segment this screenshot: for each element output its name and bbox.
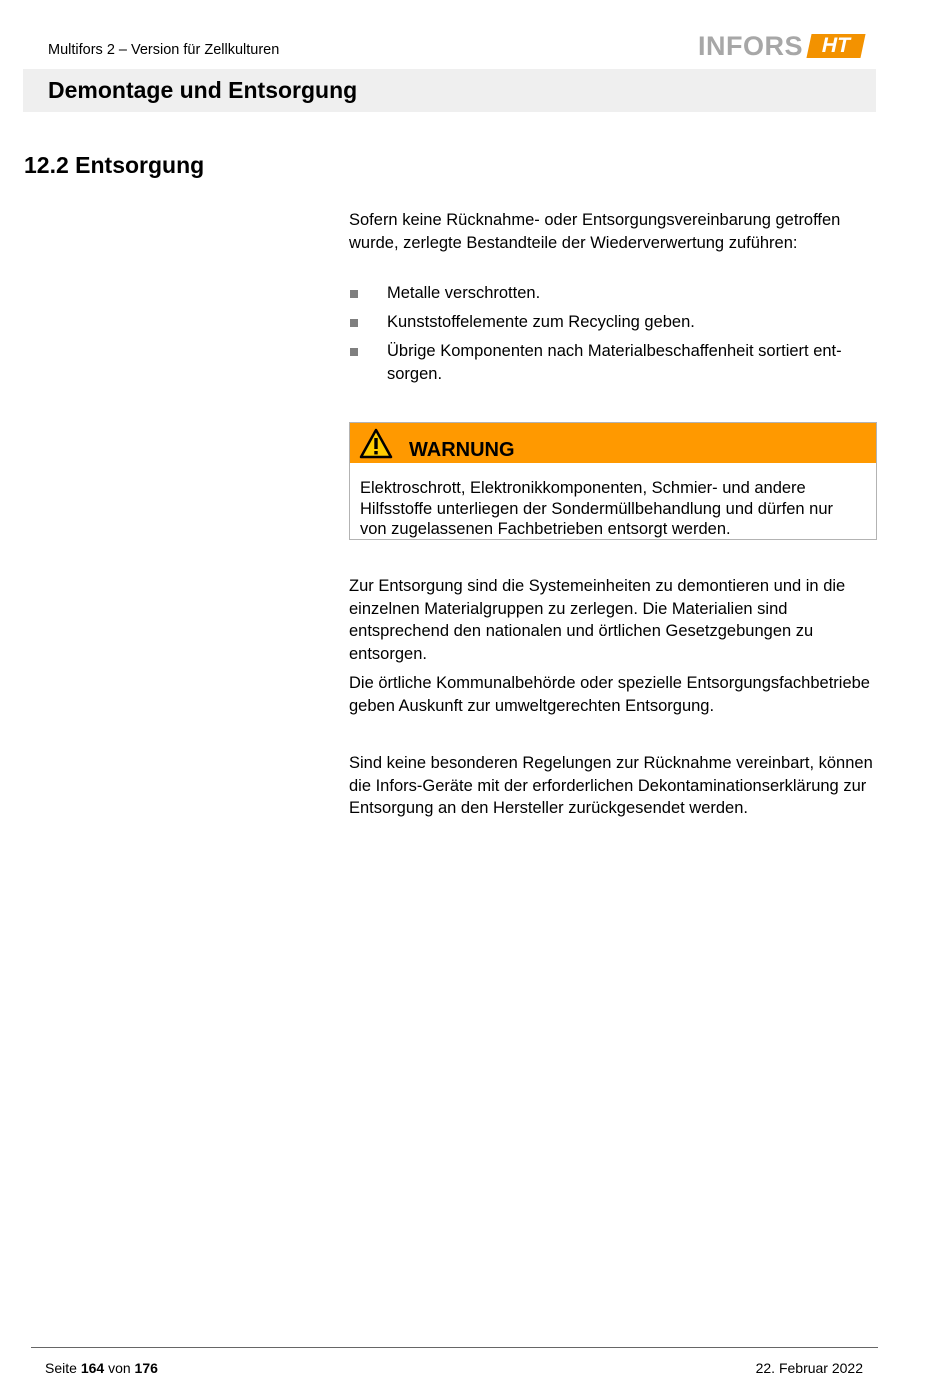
infors-ht-logo bbox=[698, 31, 863, 61]
page-total: 176 bbox=[134, 1360, 158, 1376]
square-bullet-icon bbox=[350, 319, 358, 327]
page-current: 164 bbox=[80, 1360, 105, 1376]
list-item bbox=[349, 282, 876, 305]
logo-text: INFORS bbox=[698, 30, 804, 61]
disposal-paragraph: Zur Entsorgung sind die Systemeinheiten zu demontieren und in die einzelnen Materialgruppen zu zerlegen. Die Materialien sind entsprechend den nationalen und örtlichen Gesetzgebungen zu entsorgen. bbox=[349, 577, 846, 663]
list-item-text: Kunststoffelemente zum Recycling geben. bbox=[387, 313, 695, 331]
page-separator: von bbox=[108, 1360, 131, 1376]
square-bullet-icon bbox=[350, 290, 358, 298]
list-item-text: Übrige Komponenten nach Materialbeschaffenheit sortiert entsorgen. bbox=[387, 342, 842, 383]
footer-rule bbox=[31, 1347, 878, 1348]
authority-paragraph: Die örtliche Kommunalbehörde oder spezielle Entsorgungsfachbetriebe geben Auskunft zur umweltgerechten Entsorgung. bbox=[349, 674, 870, 715]
chapter-title: Demontage und Entsorgung bbox=[48, 77, 358, 103]
list-item bbox=[349, 311, 876, 334]
list-item-text: Metalle verschrotten. bbox=[387, 284, 541, 302]
section-heading: 12.2 Entsorgung bbox=[24, 152, 205, 178]
square-bullet-icon bbox=[350, 348, 358, 356]
list-item bbox=[349, 340, 876, 385]
document-title: Multifors 2 – Version für Zellkulturen bbox=[48, 42, 280, 58]
warning-header bbox=[350, 423, 876, 463]
return-paragraph: Sind keine besonderen Regelungen zur Rücknahme vereinbart, können die Infors-Geräte mit der erforderlichen Dekontaminationserklärung zur Entsorgung an den Hersteller zurückgesendet werden. bbox=[349, 754, 873, 817]
intro-paragraph: Sofern keine Rücknahme- oder Entsorgungsvereinbarung getroffen wurde, zerlegte Bestandteile der Wiederverwertung zuführen: bbox=[349, 211, 841, 252]
logo-mark: HT bbox=[806, 34, 865, 58]
page-prefix: Seite bbox=[45, 1360, 77, 1376]
page-number bbox=[45, 1360, 158, 1376]
disposal-list bbox=[349, 282, 876, 392]
chapter-bar bbox=[23, 69, 876, 112]
footer-date: 22. Februar 2022 bbox=[755, 1360, 863, 1376]
warning-title: WARNUNG bbox=[409, 439, 515, 461]
warning-text: Elektroschrott, Elektronikkomponenten, Schmier- und andere Hilfsstoffe unterliegen der Sondermüllbehandlung und dürfen nur von zugelassenen Fachbetrieben entsorgt werden. bbox=[360, 479, 834, 538]
warning-box bbox=[349, 422, 877, 540]
warning-triangle-icon bbox=[359, 428, 393, 464]
